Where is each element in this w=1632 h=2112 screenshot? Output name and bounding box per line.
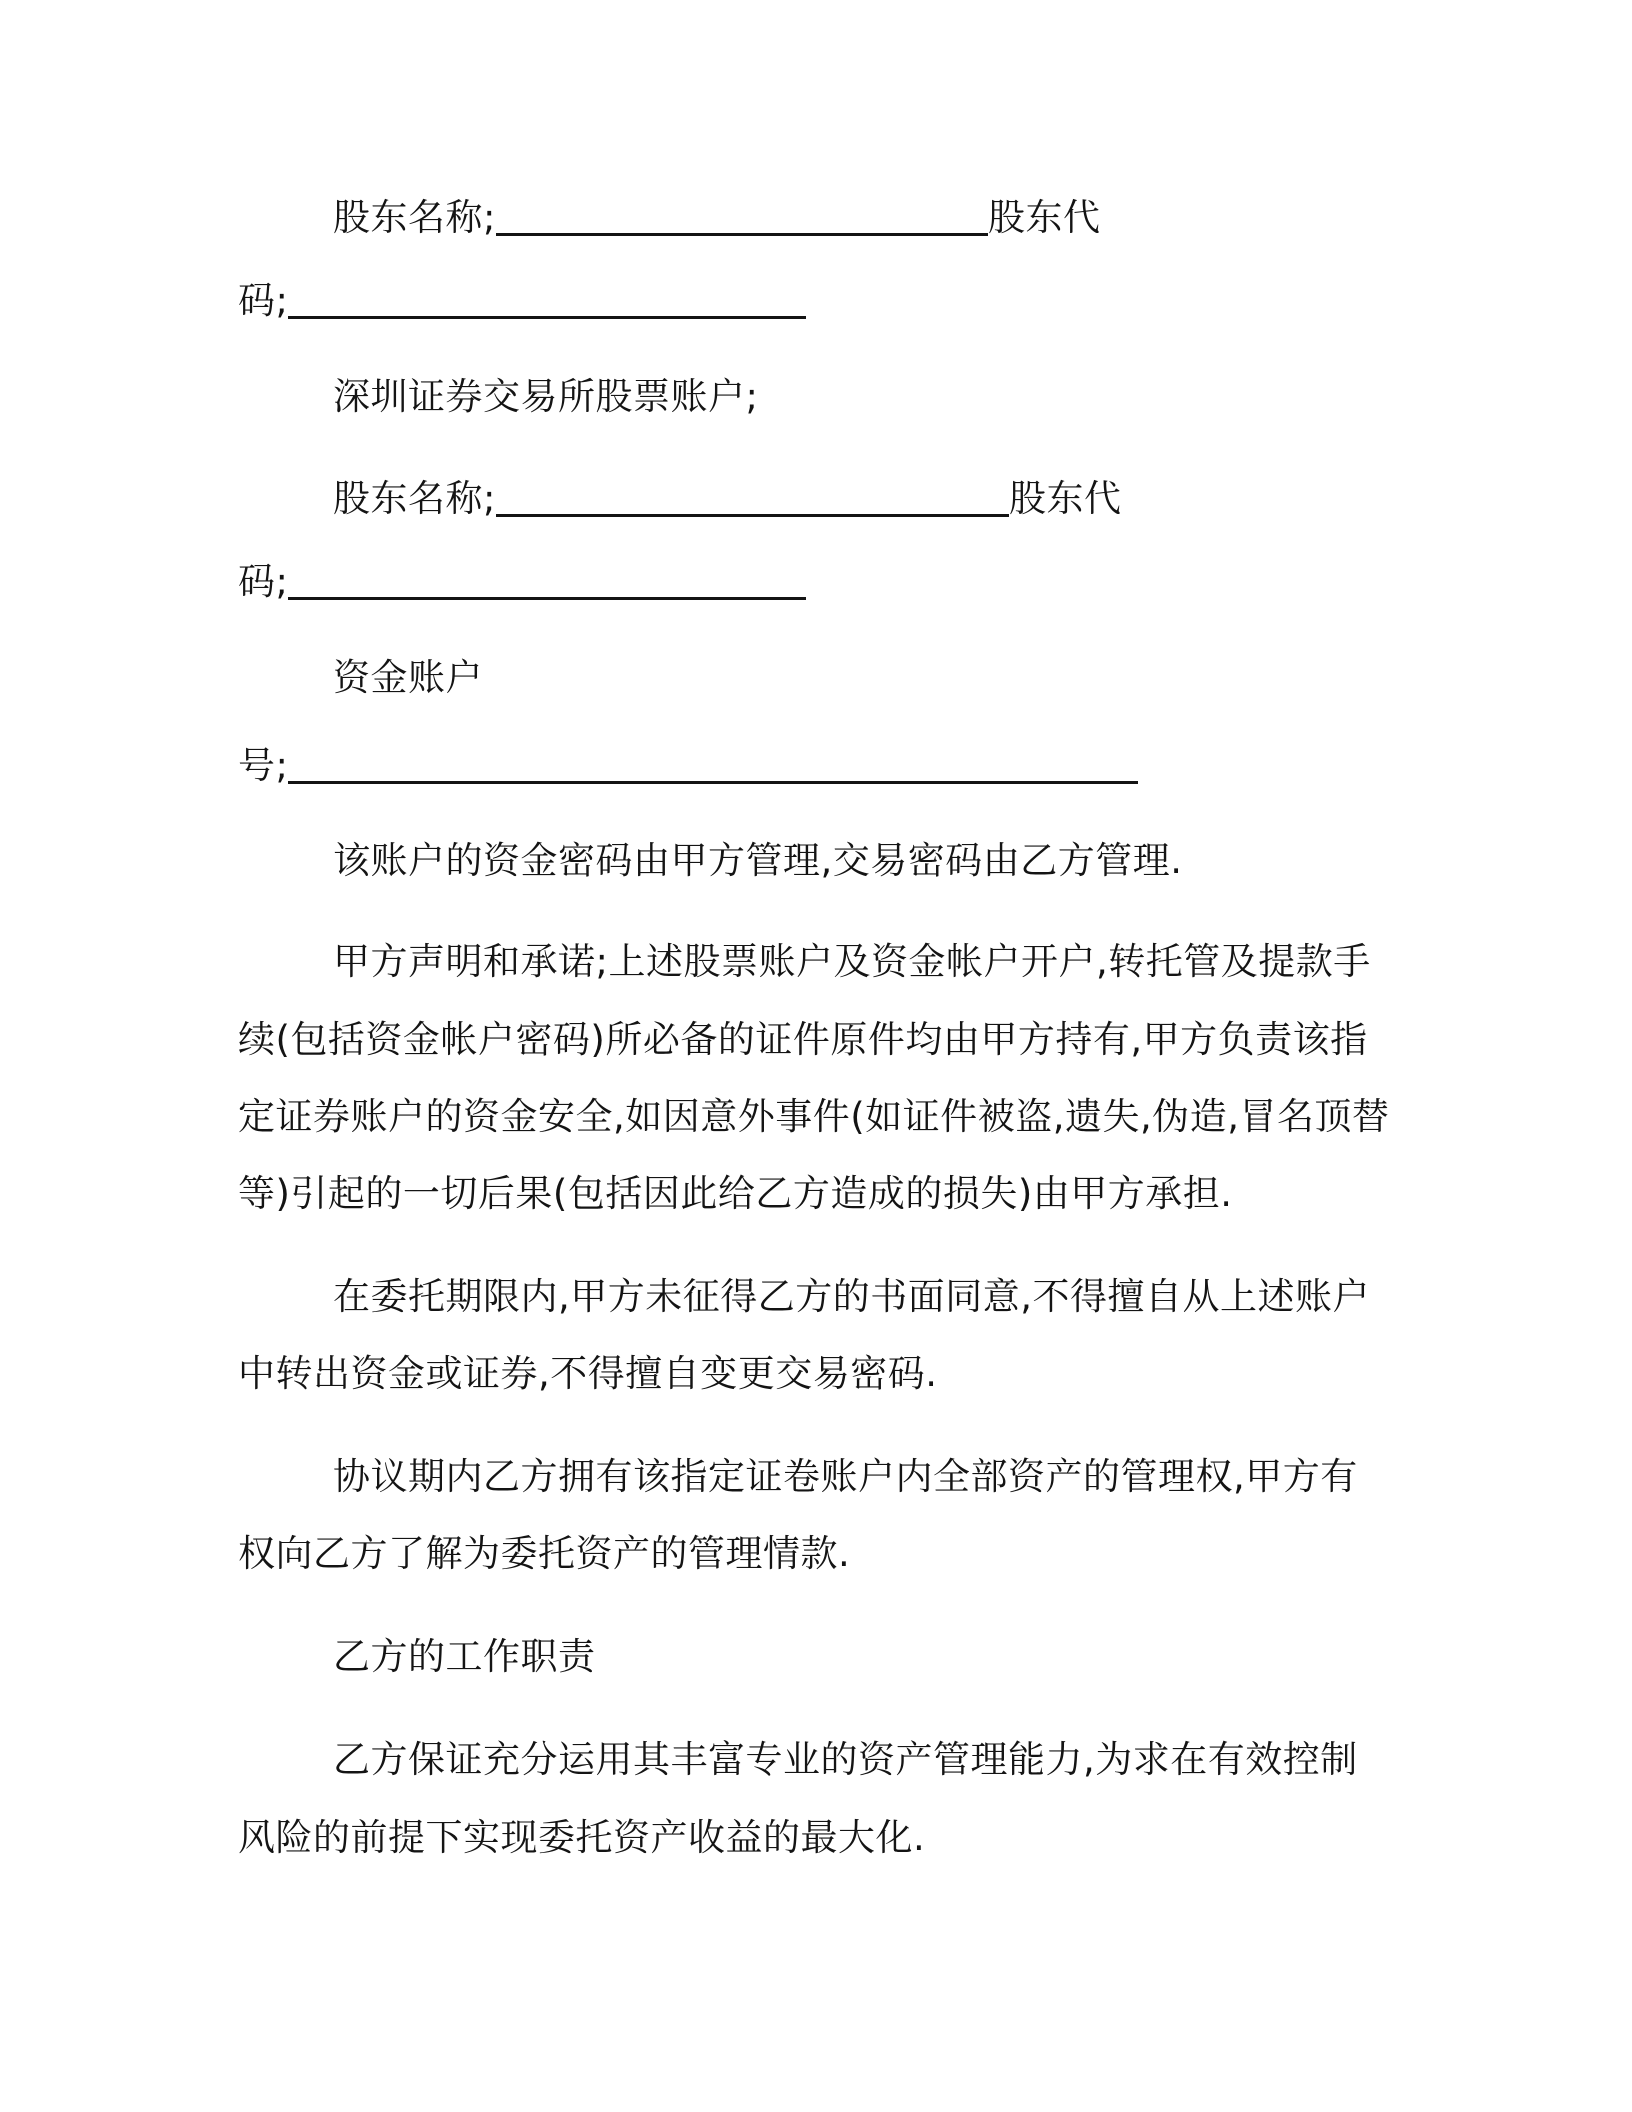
shareholder-code-label-end: 码; [238,560,289,603]
shareholder-name-blank[interactable] [496,195,988,236]
entrust-line-1: 在委托期限内,甲方未征得乙方的书面同意,不得擅自从上述账户 [333,1275,1371,1318]
shareholder-name-label: 股东名称; [333,196,496,239]
shareholder-code-label-start: 股东代 [1008,477,1122,520]
shareholder-name-blank[interactable] [496,476,1009,517]
shareholder-code-field-2 [238,557,806,607]
shareholder-code-blank[interactable] [288,559,806,600]
shareholder-code-field-1 [238,276,806,326]
password-paragraph: 该账户的资金密码由甲方管理,交易密码由乙方管理. [333,839,1183,882]
shareholder-code-blank[interactable] [288,278,806,319]
declaration-line-3: 定证券账户的资金安全,如因意外事件(如证件被盗,遗失,伪造,冒名顶替 [238,1095,1390,1138]
declaration-line-2: 续(包括资金帐户密码)所必备的证件原件均由甲方持有,甲方负责该指 [238,1018,1368,1061]
declaration-line-4: 等)引起的一切后果(包括因此给乙方造成的损失)由甲方承担. [238,1172,1233,1215]
fund-account-label-end: 号; [238,744,289,787]
shareholder-name-label: 股东名称; [333,477,496,520]
sz-account-heading: 深圳证券交易所股票账户; [333,375,759,418]
management-line-1: 协议期内乙方拥有该指定证卷账户内全部资产的管理权,甲方有 [333,1455,1358,1498]
shareholder-name-field-1 [333,193,1100,243]
management-line-2: 权向乙方了解为委托资产的管理情款. [238,1532,851,1575]
fund-account-blank[interactable] [288,743,1138,784]
duties-line-2: 风险的前提下实现委托资产收益的最大化. [238,1816,926,1859]
shareholder-code-label-start: 股东代 [987,196,1101,239]
shareholder-code-label-end: 码; [238,279,289,322]
declaration-line-1: 甲方声明和承诺;上述股票账户及资金帐户开户,转托管及提款手 [333,940,1371,983]
shareholder-name-field-2 [333,474,1121,524]
duties-line-1: 乙方保证充分运用其丰富专业的资产管理能力,为求在有效控制 [333,1738,1358,1781]
entrust-line-2: 中转出资金或证券,不得擅自变更交易密码. [238,1352,938,1395]
fund-account-label: 资金账户 [333,656,483,699]
fund-account-field [238,741,1138,791]
duties-heading: 乙方的工作职责 [333,1635,596,1678]
